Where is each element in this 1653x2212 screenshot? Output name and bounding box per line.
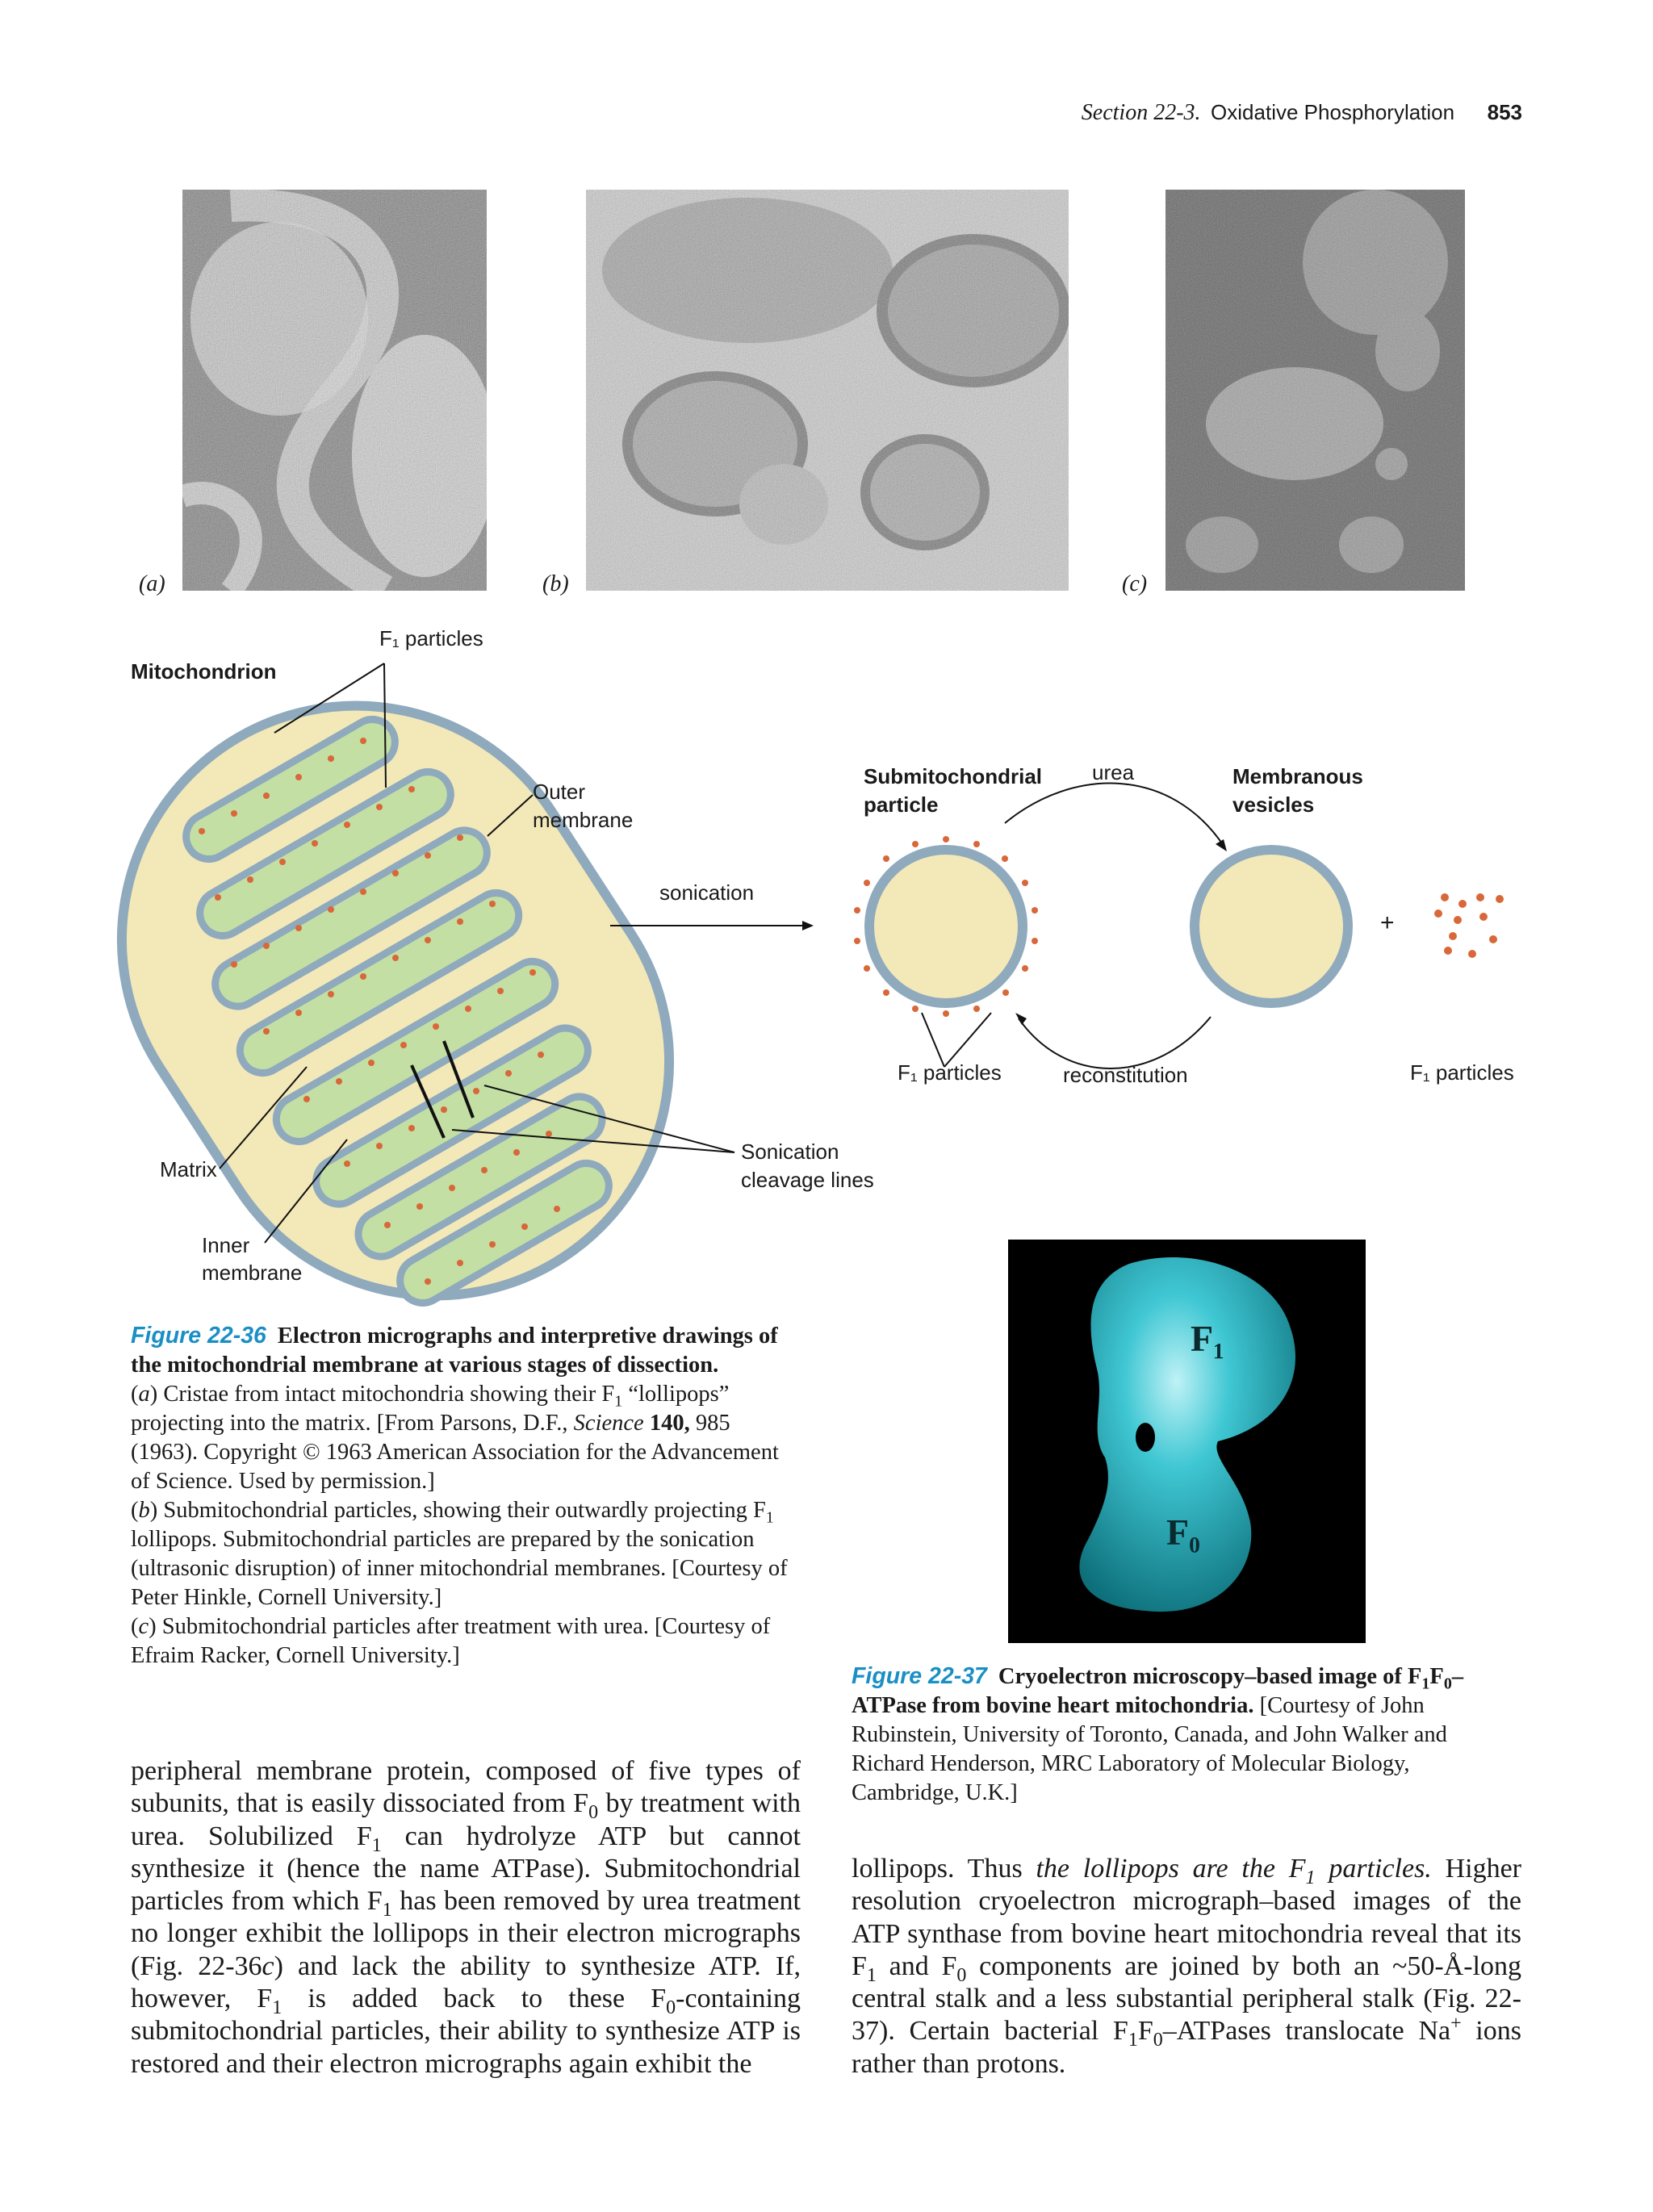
caption-a-volume: 140, <box>649 1411 690 1436</box>
urea-label: urea <box>1092 760 1135 784</box>
section-title: Oxidative Phosphorylation <box>1211 100 1455 124</box>
cleavage-lines-label-2: cleavage lines <box>741 1168 874 1192</box>
cryo-em-image <box>1008 1240 1366 1643</box>
sonication-arrow <box>610 921 814 930</box>
caption-a-sub: 1 <box>614 1392 623 1411</box>
caption-b-text: Submitochondrial particles, showing their outwardly projecting F <box>157 1498 766 1523</box>
atpase-model <box>1008 1240 1366 1643</box>
membranous-vesicles-label-2: vesicles <box>1232 792 1315 817</box>
panel-label-a: (a) <box>139 571 165 596</box>
panel-label-c: (c) <box>1122 571 1148 596</box>
caption-c-text: Submitochondrial particles after treatment with urea. [Courtesy of Efraim Racker, Cornell University.] <box>131 1614 771 1668</box>
mitochondrion-label: Mitochondrion <box>131 659 277 684</box>
figure-22-37-credit: [Courtesy of John Rubinstein, University of Toronto, Canada, and John Walker and Richard Henderson, MRC Laboratory of Molecular Biology, Cambridge, U.K.] <box>852 1693 1447 1805</box>
submitochondrial-label-2: particle <box>864 792 939 817</box>
caption-c-letter: c <box>138 1614 149 1639</box>
body-text-right: lollipops. Thus the lollipops are the $F_1$ particles. Higher resolution cryoelectron micrograph–based images of the ATP synthase from bovine heart mitochondria reveal that its $F_1$ and $F_0$ components are joined by both an ~50-Å-long central stalk and a less substantial peripheral stalk (Fig. 22-37). Certain bacterial $F_1F_0$–ATPases translocate Na+ ions rather than protons. <box>852 1854 1522 2079</box>
reconstitution-label: reconstitution <box>1063 1063 1188 1087</box>
figure-22-36-number: Figure 22-36 <box>131 1323 266 1349</box>
caption-b-text-2: lollipops. Submitochondrial particles are prepared by the sonication (ultrasonic disruption) of inner mitochondrial membranes. [Courtesy of Peter Hinkle, Cornell University.] <box>131 1527 788 1610</box>
caption-a-text-3: 985 (1963). Copyright © 1963 American Association for the Advancement of Science. Used by permission.] <box>131 1411 779 1494</box>
membranous-vesicle <box>1195 850 1348 1003</box>
body-text-left: peripheral membrane protein, composed of five types of subunits, that is easily dissociated from $F_0$ by treatment with urea. Solubilized $F_1$ can hydrolyze ATP but cannot synthesize it (hence the name ATPase). Submitochondrial particles from which $F_1$ has been removed by urea treatment no longer exhibit the lollipops in their electron micrographs (Fig. 22-36c) and lack the ability to synthesize ATP. If, however, $F_1$ is added back to these $F_0$-containing submitochondrial particles, their ability to synthesize ATP is restored and their electron micrographs again exhibit the <box>131 1756 801 2079</box>
f1-model-label: F₁ <box>1191 1318 1224 1359</box>
outer-membrane-label-1: Outer <box>533 780 586 804</box>
caption-a-text-2: “lollipops” projecting into the matrix. [From Parsons, D.F., <box>131 1382 730 1436</box>
caption-b-letter: b <box>138 1498 150 1523</box>
membranous-vesicles-label-1: Membranous <box>1232 764 1363 788</box>
section-label: Section 22-3. <box>1081 100 1201 125</box>
f1-particles-left-label: F₁ particles <box>898 1060 1002 1085</box>
cleavage-lines-label-1: Sonication <box>741 1139 839 1164</box>
figure-22-36-title: Electron micrographs and interpretive drawings of the mitochondrial membrane at various stages of dissection. <box>131 1323 778 1378</box>
caption-a-journal: Science <box>573 1411 644 1436</box>
submitochondrial-label-1: Submitochondrial <box>864 764 1042 788</box>
caption-a-letter: a <box>138 1382 150 1407</box>
submitochondrial-particle <box>869 850 1023 1003</box>
page-number: 853 <box>1487 100 1522 124</box>
inner-membrane-label-2: membrane <box>202 1261 303 1285</box>
plus-sign: + <box>1380 909 1395 936</box>
outer-membrane-label-2: membrane <box>533 808 634 832</box>
matrix-label: Matrix <box>160 1157 217 1181</box>
inner-membrane-label-1: Inner <box>202 1233 250 1257</box>
f1-particles-right-label: F₁ particles <box>1410 1060 1514 1085</box>
caption-a-text: Cristae from intact mitochondria showing their F <box>157 1382 615 1407</box>
sonication-label: sonication <box>659 880 755 905</box>
urea-arrow <box>1005 784 1227 851</box>
reconstitution-arrow <box>1015 1013 1211 1068</box>
panel-label-b: (b) <box>542 571 569 596</box>
f1-particles-top-label: F₁ particles <box>379 626 483 650</box>
figure-22-37-caption <box>852 1662 1521 1808</box>
caption-b-sub: 1 <box>765 1508 774 1527</box>
figure-22-37-title: Cryoelectron microscopy–based image of $F_1F_0$–ATPase from bovine heart mitochondria. <box>852 1664 1464 1718</box>
free-f1-particles <box>1434 893 1504 958</box>
figure-22-36-caption: Figure 22-36 Electron micrographs and interpretive drawings of the mitochondrial membrane at various stages of dissection. (a) Cristae from intact mitochondria showing their $F_1$ “lollipops” projecting into the matrix. [From Parsons, D.F., Science 140, 985 (1963). Copyright © 1963 American Association for the Advancement of Science. Used by permission.] (b) Submitochondrial particles, showing their outwardly projecting $F_1$ lollipops. Submitochondrial particles are prepared by the sonication (ultrasonic disruption) of inner mitochondrial membranes. [Courtesy of Peter Hinkle, Cornell University.] (c) Submitochondrial particles after treatment with urea. [Courtesy of Efraim Racker, Cornell University.] <box>131 1323 788 1668</box>
f0-model-label: F₀ <box>1166 1512 1200 1553</box>
figure-22-37-number: Figure 22-37 <box>852 1663 987 1689</box>
